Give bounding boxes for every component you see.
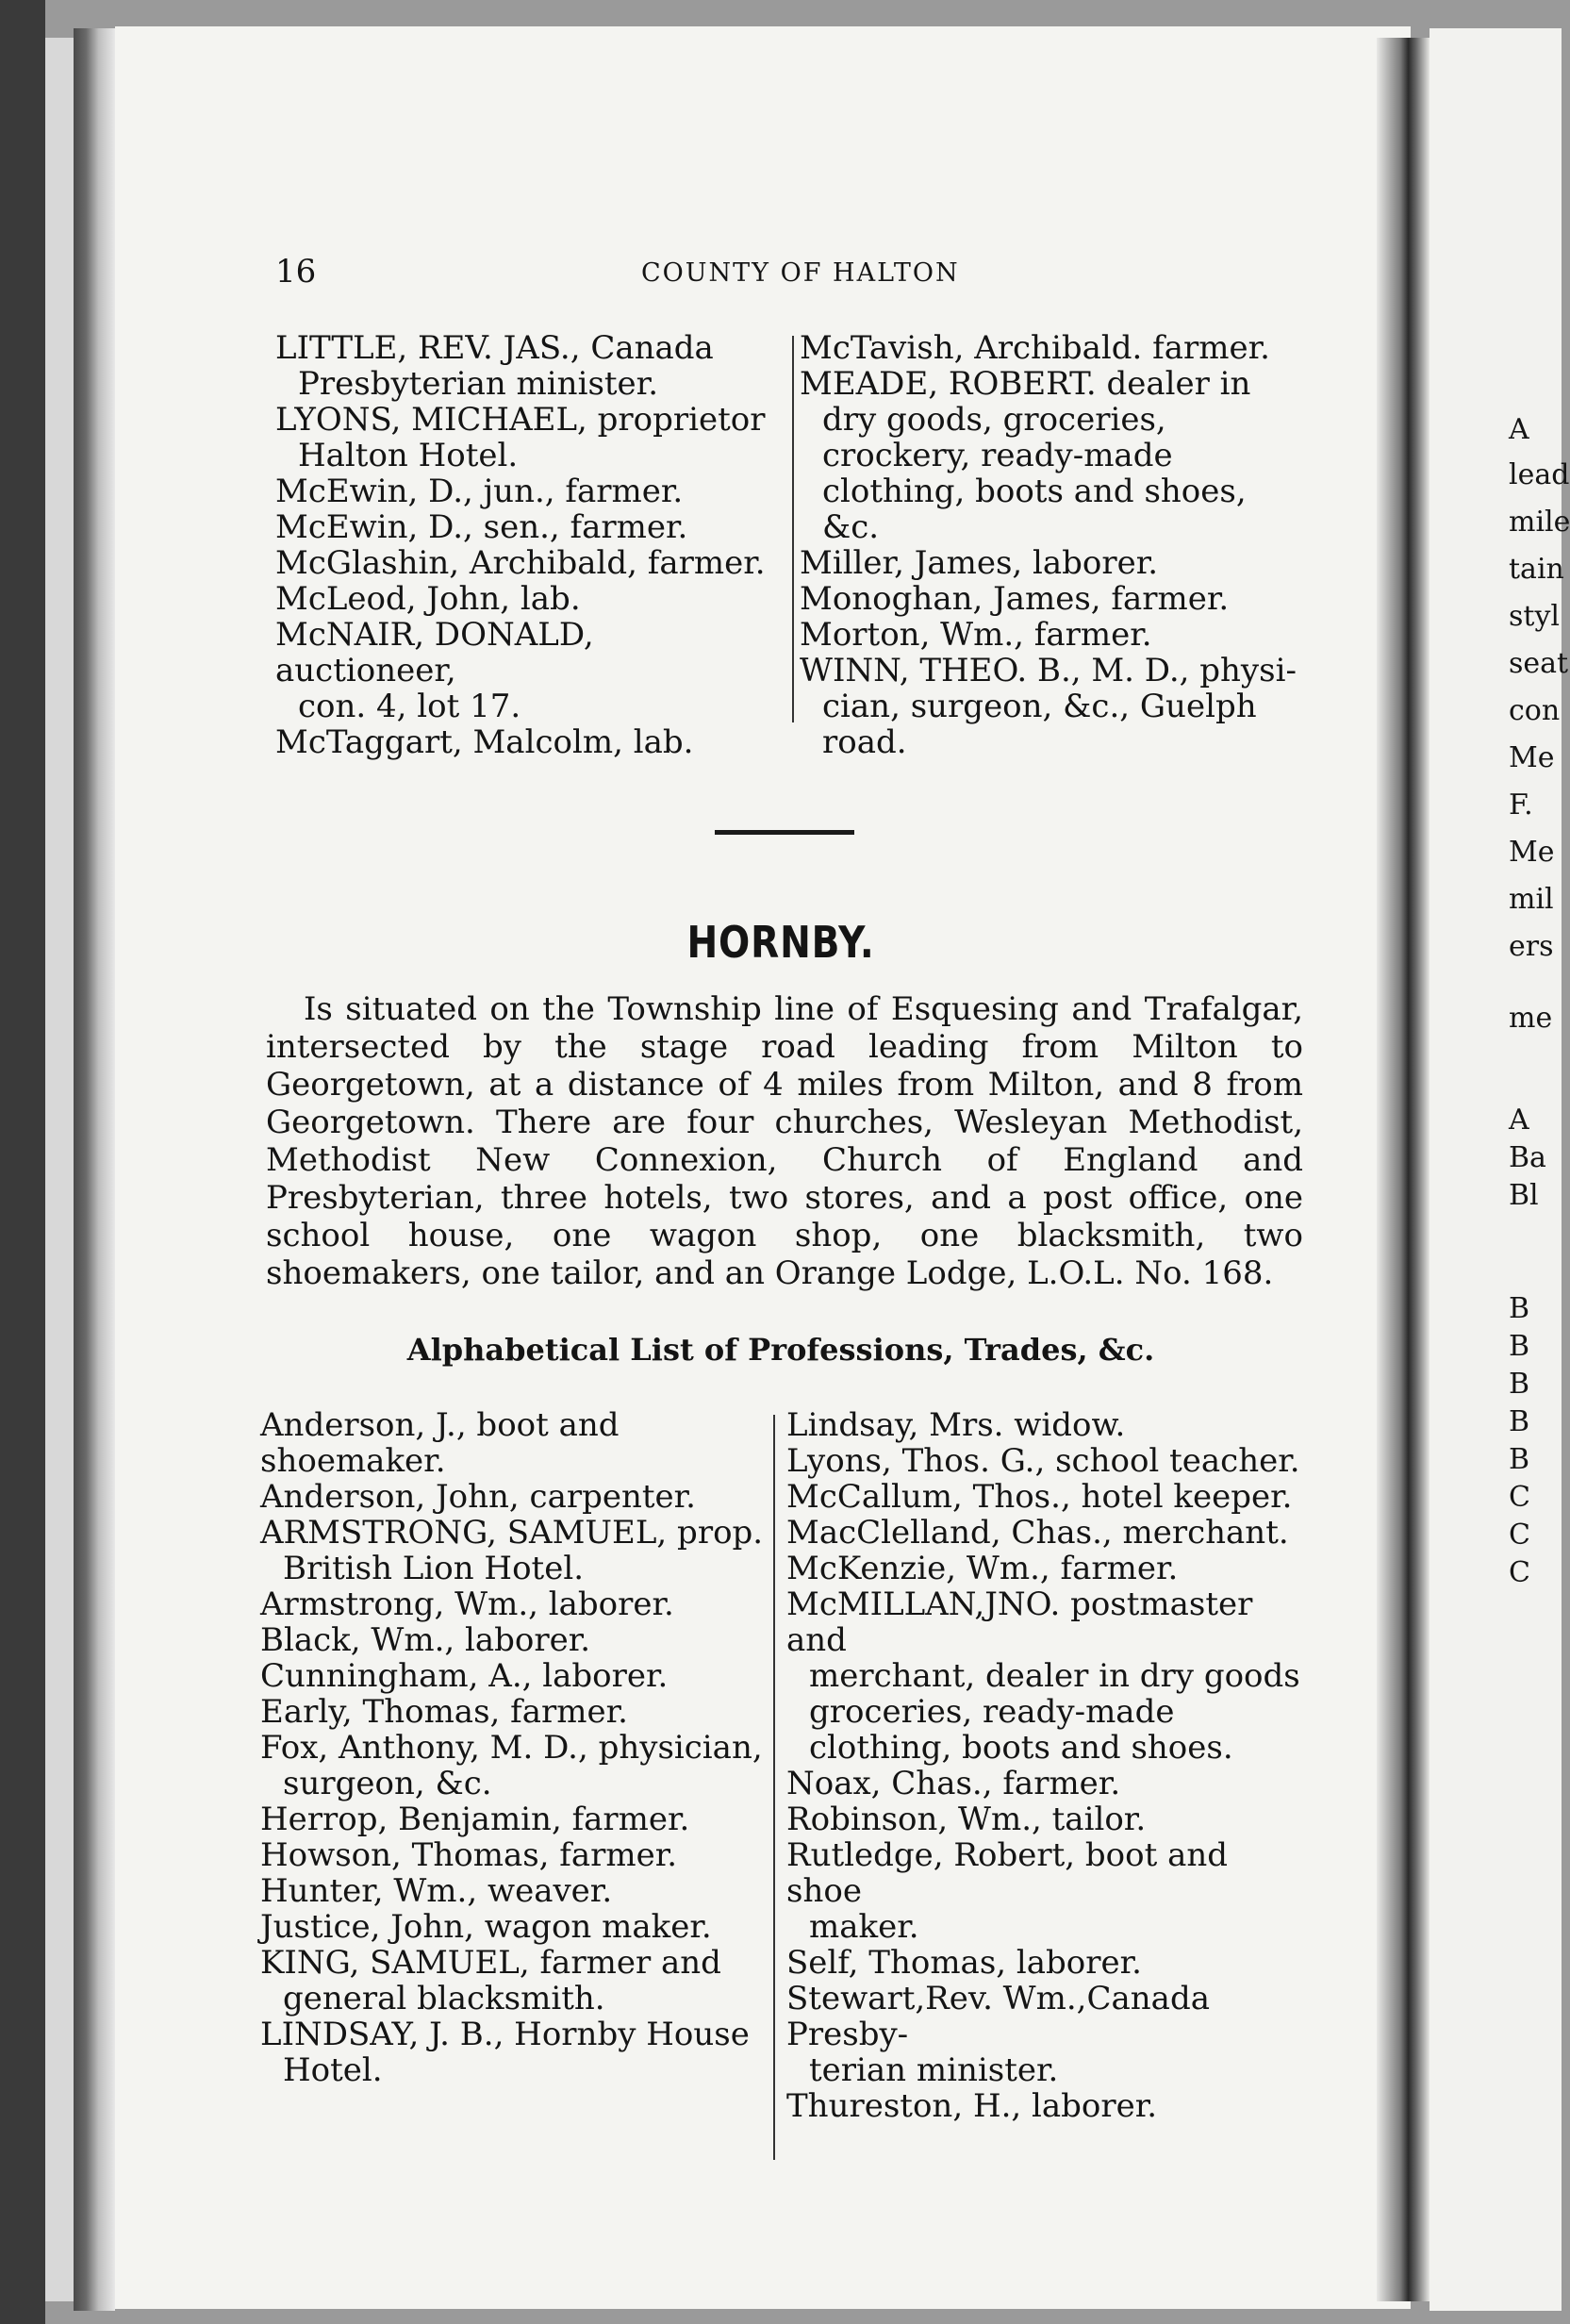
adjacent-page-fragment: B <box>1509 1368 1530 1401</box>
list-item: McTavish, Archibald. farmer. <box>800 329 1270 367</box>
adjacent-page-fragment: C <box>1509 1519 1530 1552</box>
adjacent-page-fragment: mile <box>1509 506 1570 539</box>
hornby-list-left-column <box>260 1407 769 2088</box>
list-item: WINN, THEO. B., M. D., physi- cian, surgeon, &c., Guelph road. <box>800 652 1297 761</box>
adjacent-page-fragment: A <box>1509 413 1529 446</box>
book-gutter <box>1377 38 1430 2301</box>
adjacent-page-fragment: me <box>1509 1002 1553 1035</box>
list-item: Cunningham, A., laborer. <box>260 1657 669 1695</box>
list-item: MEADE, ROBERT. dealer in dry goods, groceries, crockery, ready-made clothing, boots and shoes, &c. <box>800 365 1251 546</box>
adjacent-page-fragment: Me <box>1509 741 1555 774</box>
list-item: Early, Thomas, farmer. <box>260 1693 628 1731</box>
list-item: McEwin, D., sen., farmer. <box>275 508 688 546</box>
adjacent-page-fragment: Bl <box>1509 1179 1539 1212</box>
adjacent-page-fragment: Ba <box>1509 1141 1546 1174</box>
adjacent-page-fragment: Me <box>1509 836 1555 869</box>
adjacent-page-fragment: C <box>1509 1556 1530 1589</box>
list-item: Hunter, Wm., weaver. <box>260 1872 613 1910</box>
running-head: COUNTY OF HALTON <box>641 258 960 288</box>
list-item: McKenzie, Wm., farmer. <box>786 1550 1179 1587</box>
list-item: Noax, Chas., farmer. <box>786 1765 1121 1802</box>
description-paragraph: Is situated on the Township line of Esquesing and Trafalgar, intersected by the stage road leading from Milton to Georgetown, at a distance of 4 miles from Milton, and 8 from Georgetown. There are four churches, Wesleyan Methodist, Methodist New Connexion, Church of England and Presbyterian, three hotels, two stores, and a post office, one school house, one wagon shop, one blacksmith, two shoemakers, one tailor, and an Orange Lodge, L.O.L. No. 168. <box>266 990 1303 1292</box>
list-item: Morton, Wm., farmer. <box>800 616 1152 654</box>
list-item: Fox, Anthony, M. D., physician, surgeon, &c. <box>260 1729 763 1802</box>
top-list-left-column <box>275 330 780 760</box>
adjacent-page-fragment: C <box>1509 1481 1530 1514</box>
list-item: McNAIR, DONALD, auctioneer, con. 4, lot 17. <box>275 616 594 725</box>
list-item: McGlashin, Archibald, farmer. <box>275 544 766 582</box>
binding-edge <box>0 0 45 2324</box>
list-item: Justice, John, wagon maker. <box>260 1908 712 1946</box>
list-item: Miller, James, laborer. <box>800 544 1159 582</box>
list-item: Lyons, Thos. G., school teacher. <box>786 1442 1300 1480</box>
list-item: KING, SAMUEL, farmer and general blacksmith. <box>260 1944 721 2017</box>
adjacent-page-fragment: seat <box>1509 647 1569 680</box>
list-item: ARMSTRONG, SAMUEL, prop. British Lion Hotel. <box>260 1514 764 1587</box>
column-rule <box>773 1415 775 2160</box>
adjacent-page-fragment: lead <box>1509 458 1570 491</box>
list-item: Lindsay, Mrs. widow. <box>786 1406 1126 1444</box>
adjacent-page-fragment: B <box>1509 1443 1530 1476</box>
list-item: Armstrong, Wm., laborer. <box>260 1585 674 1623</box>
list-item: Monoghan, James, farmer. <box>800 580 1230 618</box>
list-item: McTaggart, Malcolm, lab. <box>275 723 694 761</box>
list-item: Rutledge, Robert, boot and shoe maker. <box>786 1836 1229 1946</box>
list-item: LYONS, MICHAEL, proprietor Halton Hotel. <box>275 401 766 474</box>
list-item: Self, Thomas, laborer. <box>786 1944 1142 1982</box>
adjacent-page-fragment: F. <box>1509 788 1533 822</box>
adjacent-page-fragment: ers <box>1509 930 1554 963</box>
adjacent-page-fragment: B <box>1509 1292 1530 1325</box>
list-item: LITTLE, REV. JAS., Canada Presbyterian minister. <box>275 329 714 403</box>
list-item: Black, Wm., laborer. <box>260 1621 591 1659</box>
list-item: Stewart,Rev. Wm.,Canada Presby- terian minister. <box>786 1980 1210 2089</box>
list-item: Anderson, John, carpenter. <box>260 1478 696 1516</box>
page-number: 16 <box>275 253 317 290</box>
page-stack-edge <box>45 38 74 2301</box>
section-title: HORNBY. <box>686 917 875 968</box>
list-item: Herrop, Benjamin, farmer. <box>260 1801 690 1838</box>
adjacent-page-fragment: mil <box>1509 883 1554 916</box>
adjacent-page-fragment: styl <box>1509 600 1560 633</box>
page-curl-shadow <box>74 28 115 2311</box>
adjacent-page-fragment: B <box>1509 1405 1530 1438</box>
list-item: McCallum, Thos., hotel keeper. <box>786 1478 1293 1516</box>
list-item: McLeod, John, lab. <box>275 580 581 618</box>
list-item: McMILLAN,JNO. postmaster and merchant, dealer in dry goods groceries, ready-made clothing, boots and shoes. <box>786 1585 1300 1767</box>
adjacent-page-fragment: A <box>1509 1104 1529 1137</box>
column-rule <box>792 336 794 722</box>
top-list-right-column <box>800 330 1309 760</box>
list-item: Robinson, Wm., tailor. <box>786 1801 1147 1838</box>
list-item: Anderson, J., boot and shoemaker. <box>260 1406 620 1480</box>
list-item: MacClelland, Chas., merchant. <box>786 1514 1289 1552</box>
adjacent-page-fragment: con <box>1509 694 1561 727</box>
list-subheading: Alphabetical List of Professions, Trades, &c. <box>406 1332 1155 1368</box>
section-separator <box>715 830 854 835</box>
list-item: Thureston, H., laborer. <box>786 2087 1158 2125</box>
adjacent-page-fragment: B <box>1509 1330 1530 1363</box>
list-item: Howson, Thomas, farmer. <box>260 1836 678 1874</box>
section-description <box>266 990 1303 1292</box>
adjacent-page-fragment: tain <box>1509 553 1564 586</box>
hornby-list-right-column <box>786 1407 1300 2124</box>
list-item: McEwin, D., jun., farmer. <box>275 473 684 510</box>
list-item: LINDSAY, J. B., Hornby House Hotel. <box>260 2016 750 2089</box>
